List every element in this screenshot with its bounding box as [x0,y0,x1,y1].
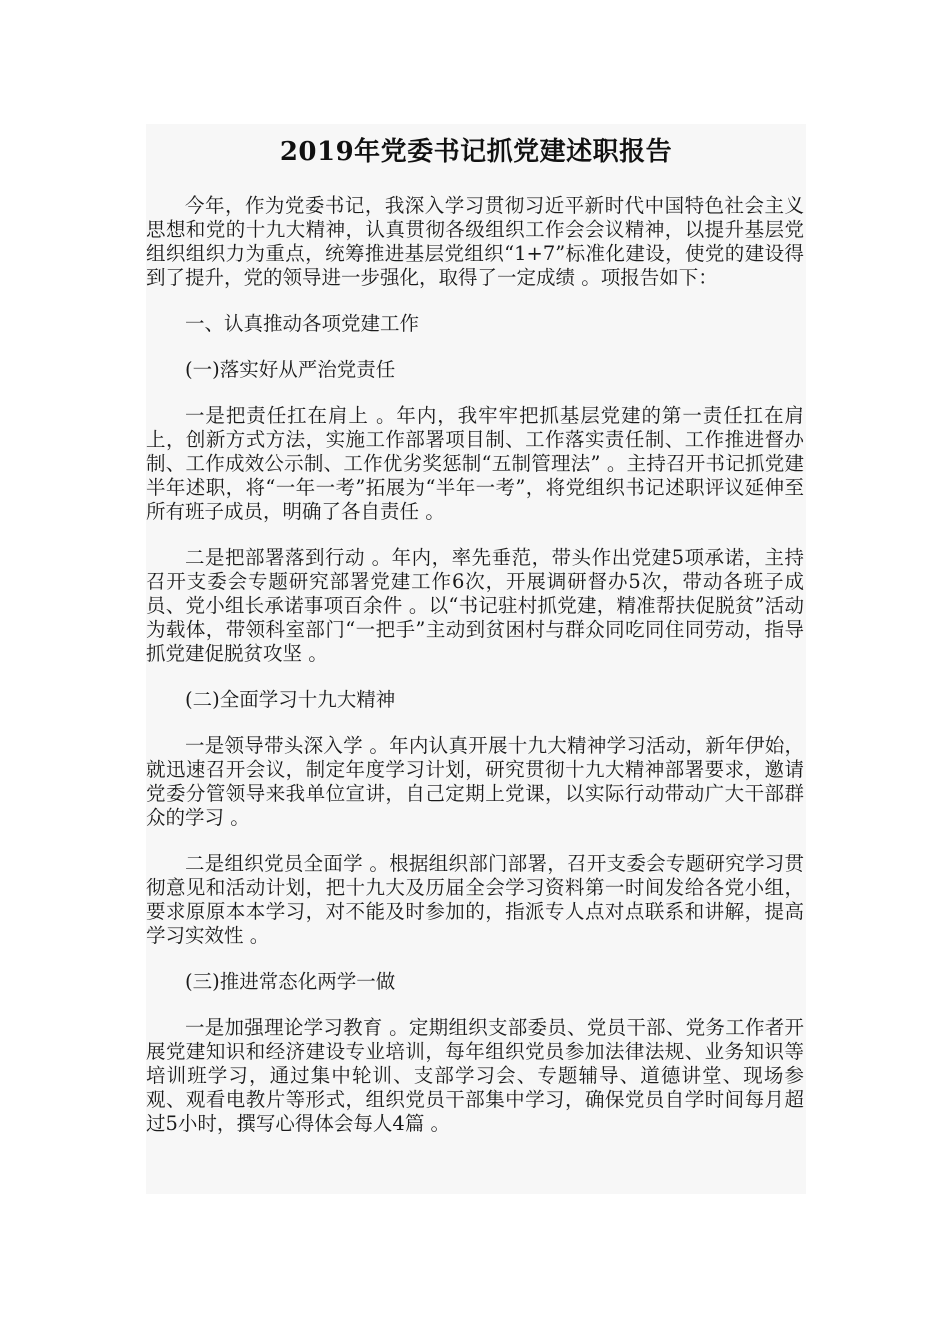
body-paragraph: 一是加强理论学习教育 。定期组织支部委员、党员干部、党务工作者开展党建知识和经济建设专业培训，每年组织党员参加法律法规、业务知识等培训班学习，通过集中轮训、支部学习会、专题辅导、道德讲堂、现场参观、观看电教片等形式，组织党员干部集中学习，确保党员自学时间每月超过5小时，撰写心得体会每人4篇 。 [146,1016,804,1135]
subsection-heading-1: (一)落实好从严治党责任 [185,358,396,381]
body-paragraph: 一是把责任扛在肩上 。年内，我牢牢把抓基层党建的第一责任扛在肩上，创新方式方法，实施工作部署项目制、工作落实责任制、工作推进督办制、工作成效公示制、工作优劣奖惩制“五制管理法” 。主持召开书记抓党建半年述职，将“一年一考”拓展为“半年一考”，将党组织书记述职评议延伸至所有班子成员，明确了各自责任 。 [146,404,804,523]
document-title: 2019年党委书记抓党建述职报告 [279,137,673,167]
body-paragraph: 二是把部署落到行动 。年内，率先垂范，带头作出党建5项承诺，主持召开支委会专题研究部署党建工作6次，开展调研督办5次，带动各班子成员、党小组长承诺事项百余件 。以“书记驻村抓党建，精准帮扶促脱贫”活动为载体，带领科室部门“一把手”主动到贫困村与群众同吃同住同劳动，指导抓党建促脱贫攻坚 。 [146,546,804,665]
document-page [146,124,806,1194]
body-paragraph: 二是组织党员全面学 。根据组织部门部署，召开支委会专题研究学习贯彻意见和活动计划，把十九大及历届全会学习资料第一时间发给各党小组，要求原原本本学习，对不能及时参加的，指派专人点对点联系和讲解，提高学习实效性 。 [146,852,804,947]
section-heading-1: 一、认真推动各项党建工作 [185,312,420,335]
body-paragraph: 一是领导带头深入学 。年内认真开展十九大精神学习活动，新年伊始，就迅速召开会议，制定年度学习计划，研究贯彻十九大精神部署要求，邀请党委分管领导来我单位宣讲，自己定期上党课，以实际行动带动广大干部群众的学习 。 [146,734,804,829]
subsection-heading-3: (三)推进常态化两学一做 [185,970,396,993]
subsection-heading-2: (二)全面学习十九大精神 [185,688,396,711]
intro-paragraph: 今年，作为党委书记，我深入学习贯彻习近平新时代中国特色社会主义思想和党的十九大精神，认真贯彻各级组织工作会会议精神，以提升基层党组织组织力为重点，统筹推进基层党组织“1+7”标准化建设，使党的建设得到了提升，党的领导进一步强化，取得了一定成绩 。项报告如下： [146,194,804,289]
